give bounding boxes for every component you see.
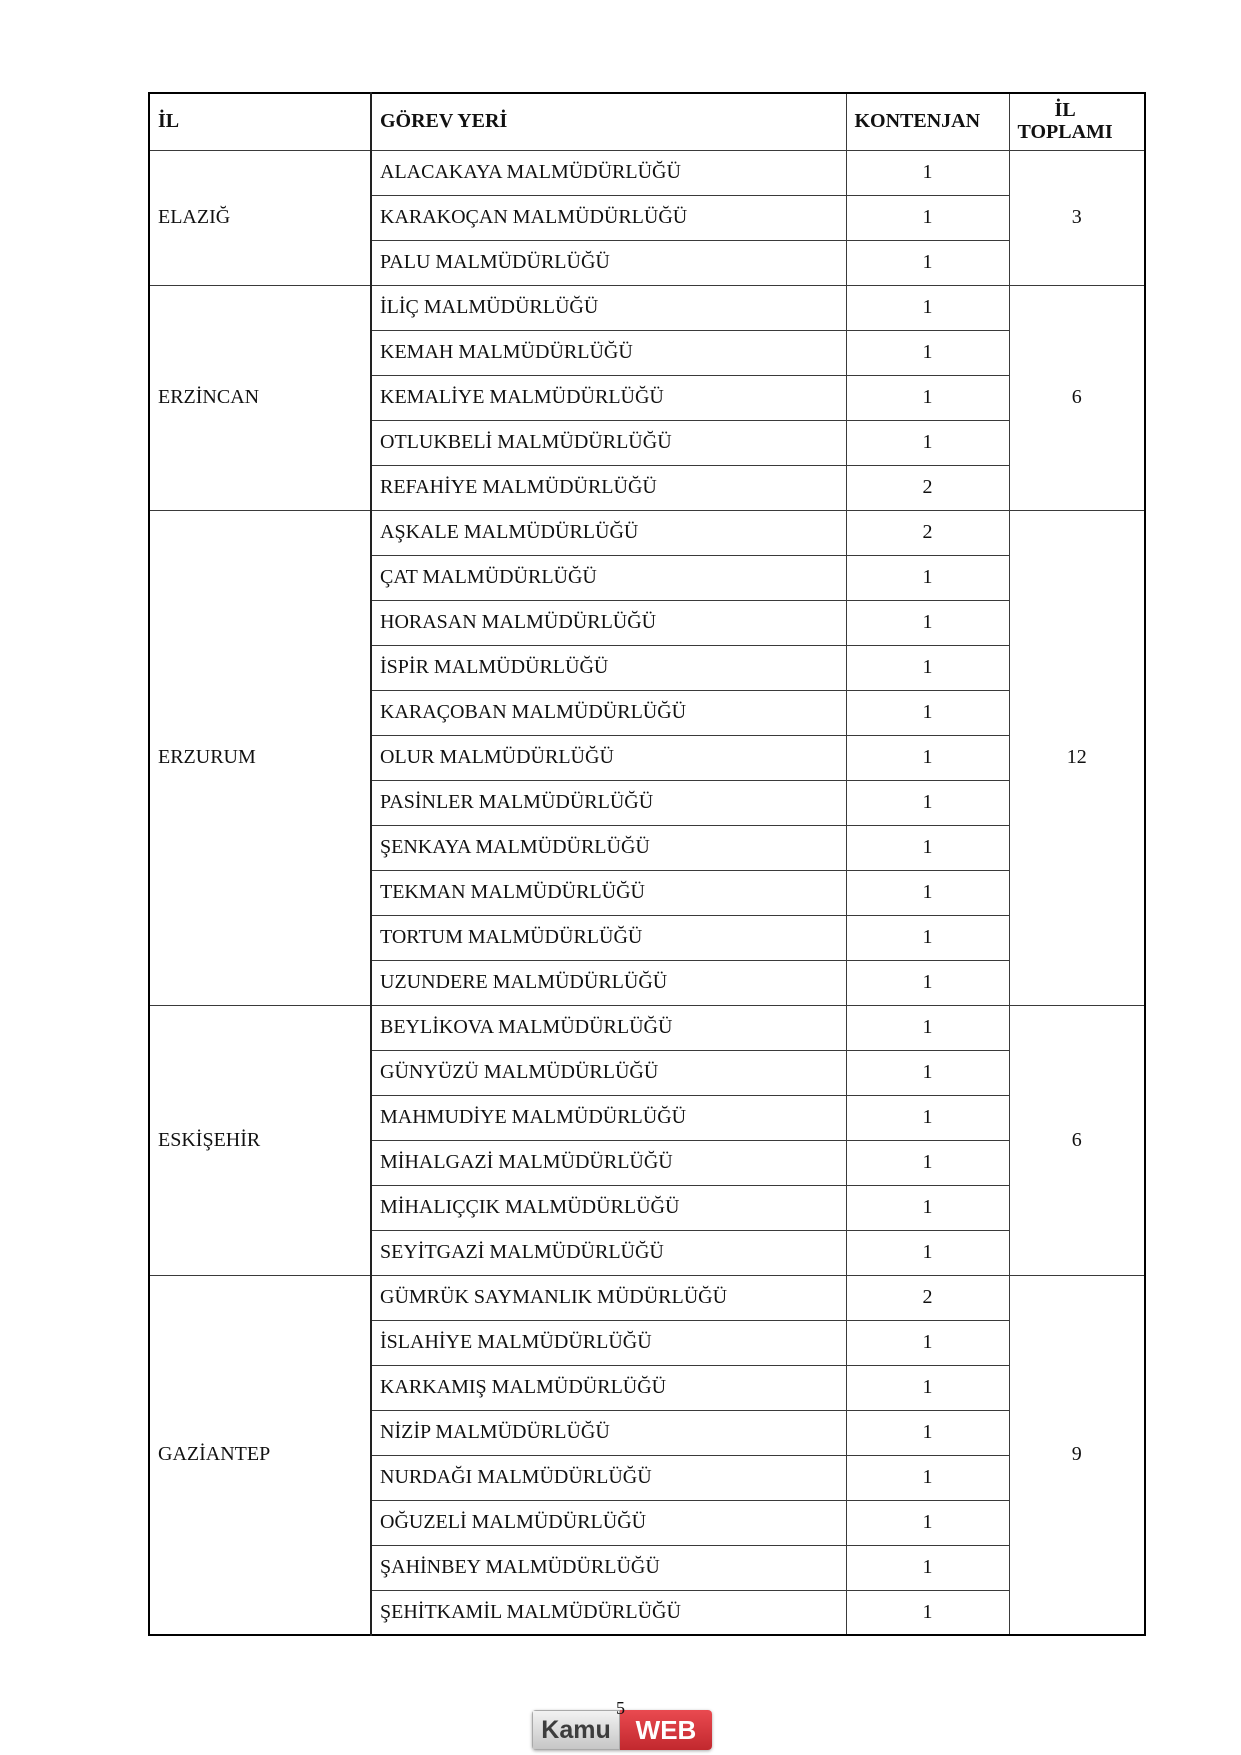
- quota-cell: 2: [846, 465, 1009, 510]
- header-il: İL: [149, 93, 371, 150]
- quota-cell: 1: [846, 780, 1009, 825]
- duty-station-cell: ŞEHİTKAMİL MALMÜDÜRLÜĞÜ: [371, 1590, 846, 1635]
- quota-cell: 1: [846, 195, 1009, 240]
- duty-station-cell: PASİNLER MALMÜDÜRLÜĞÜ: [371, 780, 846, 825]
- duty-station-cell: KEMALİYE MALMÜDÜRLÜĞÜ: [371, 375, 846, 420]
- quota-cell: 2: [846, 1275, 1009, 1320]
- quota-cell: 1: [846, 1095, 1009, 1140]
- header-il-toplami-label: İL TOPLAMI: [1017, 99, 1113, 144]
- quota-cell: 1: [846, 1005, 1009, 1050]
- duty-station-cell: AŞKALE MALMÜDÜRLÜĞÜ: [371, 510, 846, 555]
- duty-station-cell: MİHALIÇÇIK MALMÜDÜRLÜĞÜ: [371, 1185, 846, 1230]
- quota-cell: 1: [846, 1500, 1009, 1545]
- quota-cell: 1: [846, 285, 1009, 330]
- quota-cell: 2: [846, 510, 1009, 555]
- table-row: [149, 1275, 1145, 1320]
- province-cell: ERZİNCAN: [149, 285, 371, 510]
- quota-cell: 1: [846, 1590, 1009, 1635]
- header-il-toplami: [1009, 93, 1145, 150]
- quota-cell: 1: [846, 1365, 1009, 1410]
- quota-cell: 1: [846, 240, 1009, 285]
- quota-cell: 1: [846, 1185, 1009, 1230]
- duty-station-cell: TORTUM MALMÜDÜRLÜĞÜ: [371, 915, 846, 960]
- duty-station-cell: NİZİP MALMÜDÜRLÜĞÜ: [371, 1410, 846, 1455]
- quota-cell: 1: [846, 1545, 1009, 1590]
- quota-cell: 1: [846, 1320, 1009, 1365]
- duty-station-cell: GÜMRÜK SAYMANLIK MÜDÜRLÜĞÜ: [371, 1275, 846, 1320]
- province-total-cell: 12: [1009, 510, 1145, 1005]
- table-row: [149, 1005, 1145, 1050]
- duty-station-cell: UZUNDERE MALMÜDÜRLÜĞÜ: [371, 960, 846, 1005]
- duty-station-cell: NURDAĞI MALMÜDÜRLÜĞÜ: [371, 1455, 846, 1500]
- header-gorev-yeri: GÖREV YERİ: [371, 93, 846, 150]
- province-cell: ERZURUM: [149, 510, 371, 1005]
- quota-cell: 1: [846, 555, 1009, 600]
- quota-cell: 1: [846, 1230, 1009, 1275]
- quota-cell: 1: [846, 915, 1009, 960]
- province-cell: ESKİŞEHİR: [149, 1005, 371, 1275]
- duty-station-cell: KARAKOÇAN MALMÜDÜRLÜĞÜ: [371, 195, 846, 240]
- table-header: [149, 93, 1145, 150]
- table-row: [149, 510, 1145, 555]
- quota-cell: 1: [846, 1050, 1009, 1095]
- duty-station-cell: REFAHİYE MALMÜDÜRLÜĞÜ: [371, 465, 846, 510]
- duty-station-cell: MAHMUDİYE MALMÜDÜRLÜĞÜ: [371, 1095, 846, 1140]
- header-kontenjan: KONTENJAN: [846, 93, 1009, 150]
- quota-cell: 1: [846, 420, 1009, 465]
- duty-station-cell: MİHALGAZİ MALMÜDÜRLÜĞÜ: [371, 1140, 846, 1185]
- quota-cell: 1: [846, 600, 1009, 645]
- quota-cell: 1: [846, 1140, 1009, 1185]
- logo-part-web: WEB: [620, 1710, 712, 1750]
- duty-station-cell: İLİÇ MALMÜDÜRLÜĞÜ: [371, 285, 846, 330]
- table-row: [149, 150, 1145, 195]
- duty-station-cell: BEYLİKOVA MALMÜDÜRLÜĞÜ: [371, 1005, 846, 1050]
- duty-station-cell: GÜNYÜZÜ MALMÜDÜRLÜĞÜ: [371, 1050, 846, 1095]
- duty-station-cell: ŞENKAYA MALMÜDÜRLÜĞÜ: [371, 825, 846, 870]
- duty-station-cell: ÇAT MALMÜDÜRLÜĞÜ: [371, 555, 846, 600]
- quota-cell: 1: [846, 735, 1009, 780]
- province-total-cell: 9: [1009, 1275, 1145, 1635]
- duty-station-cell: ALACAKAYA MALMÜDÜRLÜĞÜ: [371, 150, 846, 195]
- quota-cell: 1: [846, 375, 1009, 420]
- province-cell: GAZİANTEP: [149, 1275, 371, 1635]
- duty-station-cell: PALU MALMÜDÜRLÜĞÜ: [371, 240, 846, 285]
- page-number: 5: [616, 1698, 625, 1718]
- duty-station-cell: TEKMAN MALMÜDÜRLÜĞÜ: [371, 870, 846, 915]
- quota-cell: 1: [846, 645, 1009, 690]
- duty-station-cell: İSLAHİYE MALMÜDÜRLÜĞÜ: [371, 1320, 846, 1365]
- quota-cell: 1: [846, 150, 1009, 195]
- table-body: [149, 150, 1145, 1635]
- quota-cell: 1: [846, 825, 1009, 870]
- duty-station-cell: KARKAMIŞ MALMÜDÜRLÜĞÜ: [371, 1365, 846, 1410]
- quota-table: [148, 92, 1146, 1636]
- duty-station-cell: KARAÇOBAN MALMÜDÜRLÜĞÜ: [371, 690, 846, 735]
- quota-cell: 1: [846, 1410, 1009, 1455]
- quota-cell: 1: [846, 1455, 1009, 1500]
- header-row: [149, 93, 1145, 150]
- duty-station-cell: OTLUKBELİ MALMÜDÜRLÜĞÜ: [371, 420, 846, 465]
- duty-station-cell: ŞAHİNBEY MALMÜDÜRLÜĞÜ: [371, 1545, 846, 1590]
- duty-station-cell: KEMAH MALMÜDÜRLÜĞÜ: [371, 330, 846, 375]
- quota-table-container: [148, 92, 1144, 1636]
- quota-cell: 1: [846, 960, 1009, 1005]
- province-total-cell: 3: [1009, 150, 1145, 285]
- quota-cell: 1: [846, 330, 1009, 375]
- quota-cell: 1: [846, 690, 1009, 735]
- quota-cell: 1: [846, 870, 1009, 915]
- province-total-cell: 6: [1009, 1005, 1145, 1275]
- duty-station-cell: SEYİTGAZİ MALMÜDÜRLÜĞÜ: [371, 1230, 846, 1275]
- logo-part-kamu: Kamu: [532, 1710, 620, 1750]
- duty-station-cell: HORASAN MALMÜDÜRLÜĞÜ: [371, 600, 846, 645]
- duty-station-cell: İSPİR MALMÜDÜRLÜĞÜ: [371, 645, 846, 690]
- duty-station-cell: OLUR MALMÜDÜRLÜĞÜ: [371, 735, 846, 780]
- table-row: [149, 285, 1145, 330]
- province-cell: ELAZIĞ: [149, 150, 371, 285]
- province-total-cell: 6: [1009, 285, 1145, 510]
- duty-station-cell: OĞUZELİ MALMÜDÜRLÜĞÜ: [371, 1500, 846, 1545]
